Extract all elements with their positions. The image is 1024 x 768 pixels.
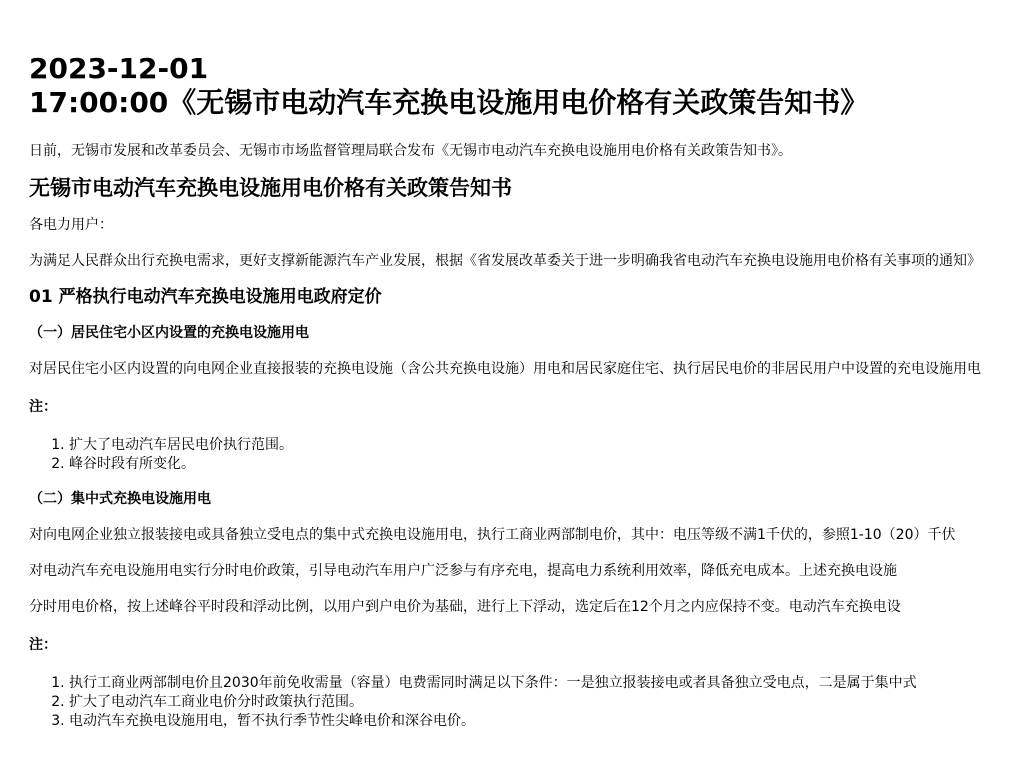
salutation: 各电力用户： bbox=[29, 217, 113, 233]
subsection-2-title: （二）集中式充换电设施用电 bbox=[29, 491, 211, 507]
subsection-1-paragraph: 对居民住宅小区内设置的向电网企业直接报装的充换电设施（含公共充换电设施）用电和居民家庭住宅、执行居民电价的非居民用户中设置的充电设施用电 bbox=[29, 361, 981, 377]
note-1-label: 注： bbox=[29, 399, 57, 415]
list-item: 2. 扩大了电动汽车工商业电价分时政策执行范围。 bbox=[69, 693, 1024, 712]
section-1-title: 01 严格执行电动汽车充换电设施用电政府定价 bbox=[29, 287, 382, 307]
article-content bbox=[29, 52, 1024, 731]
list-item: 1. 扩大了电动汽车居民电价执行范围。 bbox=[69, 436, 1024, 455]
note-2-list bbox=[29, 674, 1024, 731]
list-item: 2. 峰谷时段有所变化。 bbox=[69, 455, 1024, 474]
intro-paragraph: 日前，无锡市发展和改革委员会、无锡市市场监督管理局联合发布《无锡市电动汽车充换电设施用电价格有关政策告知书》。 bbox=[29, 143, 792, 159]
note-2-label: 注： bbox=[29, 637, 57, 653]
subsection-2-paragraph-2: 对电动汽车充电设施用电实行分时电价政策，引导电动汽车用户广泛参与有序充电，提高电力系统利用效率，降低充电成本。上述充换电设施 bbox=[29, 563, 897, 579]
list-item: 3. 电动汽车充换电设施用电，暂不执行季节性尖峰电价和深谷电价。 bbox=[69, 712, 1024, 731]
subsection-2-paragraph-3: 分时用电价格，按上述峰谷平时段和浮动比例，以用户到户电价为基础，进行上下浮动，选定后在12个月之内应保持不变。电动汽车充换电设 bbox=[29, 599, 901, 615]
notice-title: 无锡市电动汽车充换电设施用电价格有关政策告知书 bbox=[29, 176, 512, 200]
subsection-2-paragraph-1: 对向电网企业独立报装接电或具备独立受电点的集中式充换电设施用电，执行工商业两部制电价，其中：电压等级不满1千伏的，参照1-10（20）千伏 bbox=[29, 527, 956, 543]
purpose-paragraph: 为满足人民群众出行充换电需求，更好支撑新能源汽车产业发展，根据《省发展改革委关于进一步明确我省电动汽车充换电设施用电价格有关事项的通知》 bbox=[29, 253, 981, 269]
subsection-1-title: （一）居民住宅小区内设置的充换电设施用电 bbox=[29, 325, 309, 341]
list-item: 1. 执行工商业两部制电价且2030年前免收需量（容量）电费需同时满足以下条件：一是独立报装接电或者具备独立受电点，二是属于集中式 bbox=[69, 674, 1024, 693]
title-text: 17:00:00《无锡市电动汽车充换电设施用电价格有关政策告知书》 bbox=[29, 86, 869, 119]
title-date: 2023-12-01 bbox=[29, 52, 209, 85]
page-title bbox=[29, 52, 1024, 120]
note-1-list bbox=[29, 436, 1024, 474]
